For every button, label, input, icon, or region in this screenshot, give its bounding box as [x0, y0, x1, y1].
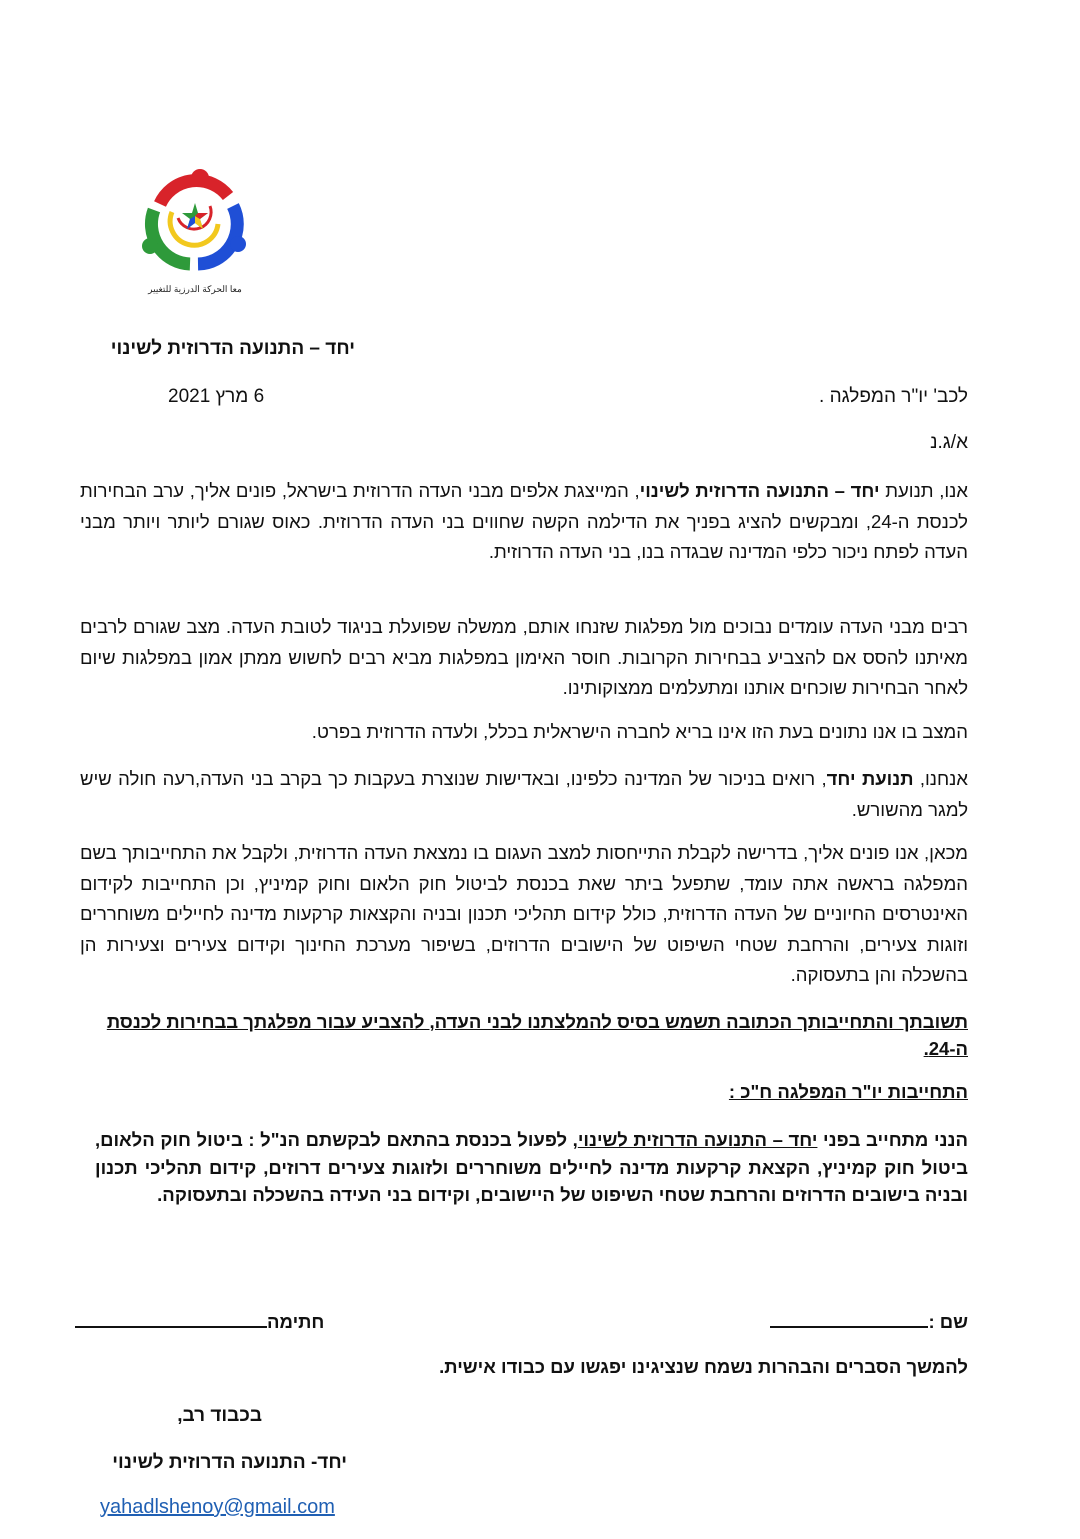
addressee: לכב' יו"ר המפלגה . — [819, 386, 968, 407]
logo-red-head — [191, 169, 209, 187]
commitment-body — [95, 1126, 968, 1209]
logo-caption: معا الحركة الدرزية للتغيير — [148, 284, 242, 294]
paragraph-alienation-post: , רואים בניכור של המדינה כלפינו, ובאדישות שנוצרת בעקבות כך בקרב בני העדה,רעה חולה שיש למגר מהשורש. — [80, 768, 968, 820]
paragraph-intro-pre: אנו, תנועת — [879, 480, 969, 501]
followup-note: להמשך הסברים והבהרות נשמח שנציגינו יפגשו עם כבודו אישית. — [439, 1356, 968, 1377]
signature-row — [75, 1310, 968, 1340]
logo-blue-head — [230, 236, 246, 252]
paragraph-concern: רבים מבני העדה עומדים נבוכים מול מפלגות שזנחו אותם, ממשלה שפועלת בניגוד לטובת העדה. מצב שגורם לרבים מאיתנו להסס אם להצביע בבחירות הקרובות. חוסר האימון במפלגות מביא רבים לחשוש ממתן אמון במפלגות שיום לאחר הבחירות שוכחים אותנו ומתעלמים ממצוקותינו. — [80, 616, 968, 698]
greeting: א/ג.נ — [930, 432, 968, 453]
paragraph-situation: המצב בו אנו נתונים בעת הזו אינו בריא לחברה הישראלית בכלל, ולעדה הדרוזית בפרט. — [311, 721, 968, 742]
organization-header: יחד – התנועה הדרוזית לשינוי — [110, 338, 355, 359]
paragraph-demands: מכאן, אנו פונים אליך, בדרישה לקבלת התייחסות למצב העגום בו נמצאת העדה הדרוזית, ולקבל את התחייבותך בשם המפלגה בראשה אתה עומד, שתפעל ביתר שאת בכנסת לביטול חוק הלאום וחוק קמיניץ, וכן התחייבות לקידום האינטרסים החיוניים של העדה הדרוזית, כולל קידום תהליכי תכנון ובניה והקצאות קרקעות מדינה לחיילים משוחררים וזוגות צעירים, והרחבת שטחי השיפוט של הישובים הדרוזים, בשיפור מערכת החינוך וקידום צעירים וצעירות הן בהשכלה והן בתעסוקה. — [80, 842, 968, 985]
name-field[interactable] — [770, 1310, 968, 1333]
paragraph-intro-org: יחד – התנועה הדרוזית לשינוי — [639, 480, 880, 501]
organization-logo — [138, 166, 248, 276]
letter-date: 6 מרץ 2021 — [168, 386, 265, 407]
commitment-pre: הנני מתחייב בפני — [817, 1129, 968, 1150]
logo-green-head — [142, 238, 158, 254]
name-label: שם : — [928, 1311, 968, 1332]
paragraph-intro — [80, 476, 968, 568]
closing-regards: בכבוד רב, — [177, 1405, 262, 1426]
signature-field[interactable] — [75, 1310, 324, 1333]
paragraph-alienation-org: תנועת יחד — [826, 768, 914, 789]
signature-line[interactable] — [75, 1310, 267, 1328]
request-statement: תשובתך והתחייבותך הכתובה תשמש בסיס להמלצתנו לבני העדה, להצביע עבור מפלגתך בבחירות לכנסת ה-24. — [106, 1011, 968, 1059]
commitment-org-underlined: יחד – התנועה הדרוזית לשינוי — [577, 1129, 818, 1150]
closing-organization: יחד- התנועה הדרוזית לשינוי — [112, 1452, 347, 1473]
unity-circle-logo-icon — [138, 166, 248, 276]
commitment-post: , לפעול בכנסת בהתאם לבקשתם הנ"ל : ביטול חוק הלאום, ביטול חוק קמיניץ, הקצאת קרקעות מדינה לחיילים משוחררים ולזוגות צעירים דרוזים, קידום תהליכי תכנון ובניה בישובים הדרוזים והרחבת שטחי השיפוט של היישובים, וקידום בני העידה בהשכלה ובתעסוקה. — [95, 1129, 968, 1205]
paragraph-alienation-pre: אנחנו, — [913, 768, 968, 789]
commitment-title: התחייבות יו"ר המפלגה ח"כ : — [728, 1081, 968, 1102]
contact-email-link[interactable]: yahadlshenoy@gmail.com — [100, 1496, 335, 1518]
paragraph-alienation — [80, 764, 968, 825]
signature-label: חתימה — [267, 1311, 325, 1332]
paragraph-intro-post: , המייצגת אלפים מבני העדה הדרוזית בישראל, פונים אליך, ערב הבחירות לכנסת ה-24, ומבקשים להציג בפניך את הדילמה הקשה שחווים בני העדה הדרוזית. כאוס שגורם ליותר ויותר מבני העדה לפתח ניכור כלפי המדינה שבגדה בנו, בני העדה הדרוזית. — [80, 480, 968, 562]
name-line[interactable] — [770, 1310, 928, 1328]
